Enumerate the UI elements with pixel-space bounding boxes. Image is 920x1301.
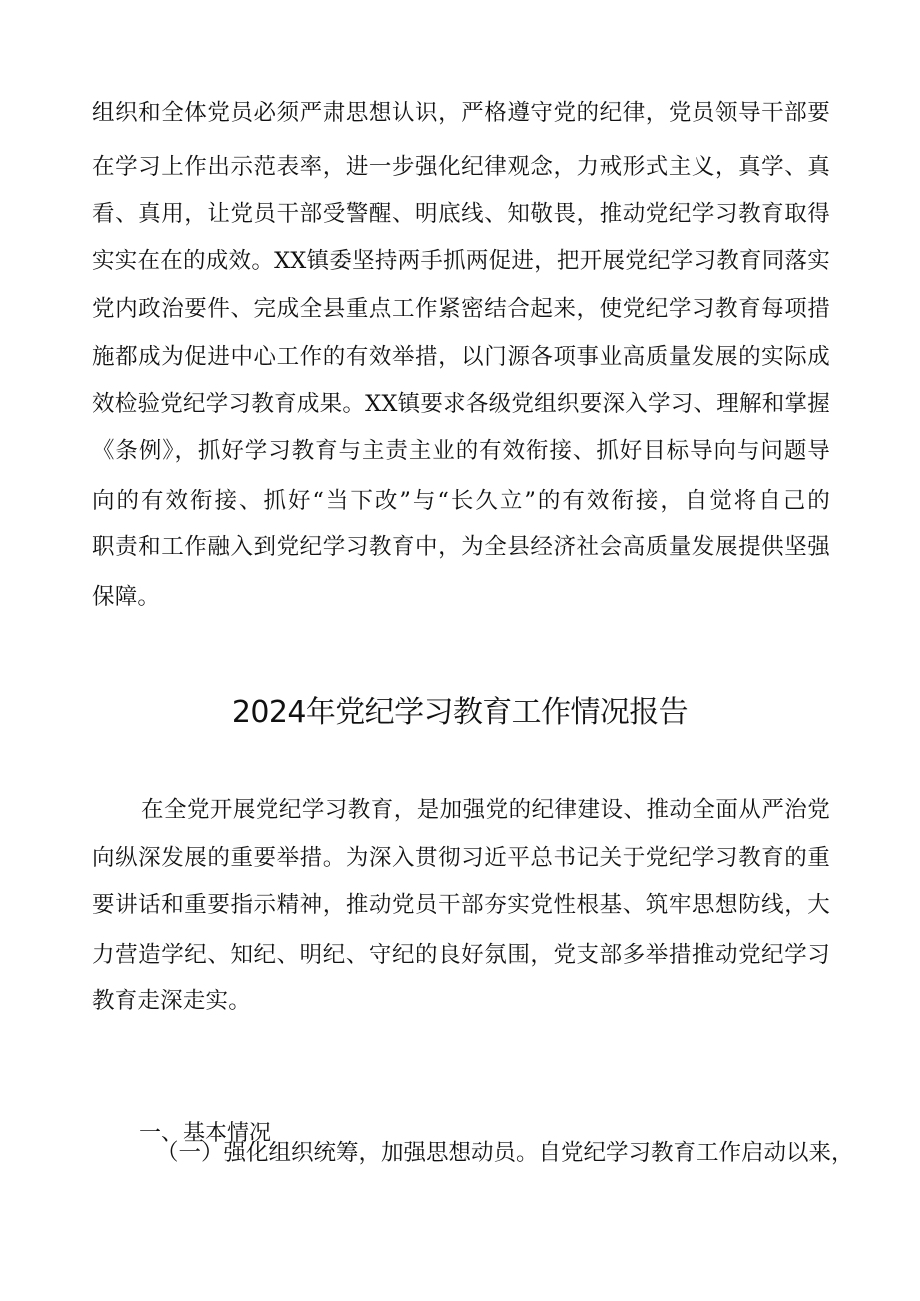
intro-line: 在全党开展党纪学习教育，是加强党的纪律建设、推动全面从严治党: [141, 797, 830, 823]
paragraph-line: 看、真用，让党员干部受警醒、明底线、知敬畏，推动党纪学习教育取得: [92, 201, 830, 227]
paragraph-line: 实实在在的成效。XX镇委坚持两手抓两促进，把开展党纪学习教育同落实: [92, 248, 830, 274]
intro-line: 力营造学纪、知纪、明纪、守纪的良好氛围，党支部多举措推动党纪学习: [92, 942, 830, 968]
paragraph-line: 党内政治要件、完成全县重点工作紧密结合起来，使党纪学习教育每项措: [92, 296, 830, 322]
paragraph-line: 施都成为促进中心工作的有效举措，以门源各项事业高质量发展的实际成: [92, 344, 830, 370]
paragraph-line: 在学习上作出示范表率，进一步强化纪律观念，力戒形式主义，真学、真: [92, 154, 830, 180]
intro-line: 向纵深发展的重要举措。为深入贯彻习近平总书记关于党纪学习教育的重: [92, 845, 830, 871]
intro-line: 要讲话和重要指示精神，推动党员干部夯实党性根基、筑牢思想防线，大: [92, 892, 830, 918]
paragraph-line: 《条例》，抓好学习教育与主责主业的有效衔接、抓好目标导向与问题导: [92, 438, 830, 464]
paragraph-line: 保障。: [92, 584, 161, 610]
paragraph-line: 组织和全体党员必须严肃思想认识，严格遵守党的纪律，党员领导干部要: [92, 100, 830, 126]
paragraph-line: 向的有效衔接、抓好“当下改”与“长久立”的有效衔接，自觉将自己的: [92, 488, 830, 514]
section-heading: 一、基本情况: [139, 1121, 272, 1146]
subsection-line: （一）强化组织统筹，加强思想动员。自党纪学习教育工作启动以来，: [156, 1140, 854, 1166]
intro-line: 教育走深走实。: [92, 988, 251, 1014]
paragraph-line: 职责和工作融入到党纪学习教育中，为全县经济社会高质量发展提供坚强: [92, 534, 830, 560]
paragraph-line: 效检验党纪学习教育成果。XX镇要求各级党组织要深入学习、理解和掌握: [92, 391, 830, 417]
report-title: 2024年党纪学习教育工作情况报告: [231, 695, 689, 730]
